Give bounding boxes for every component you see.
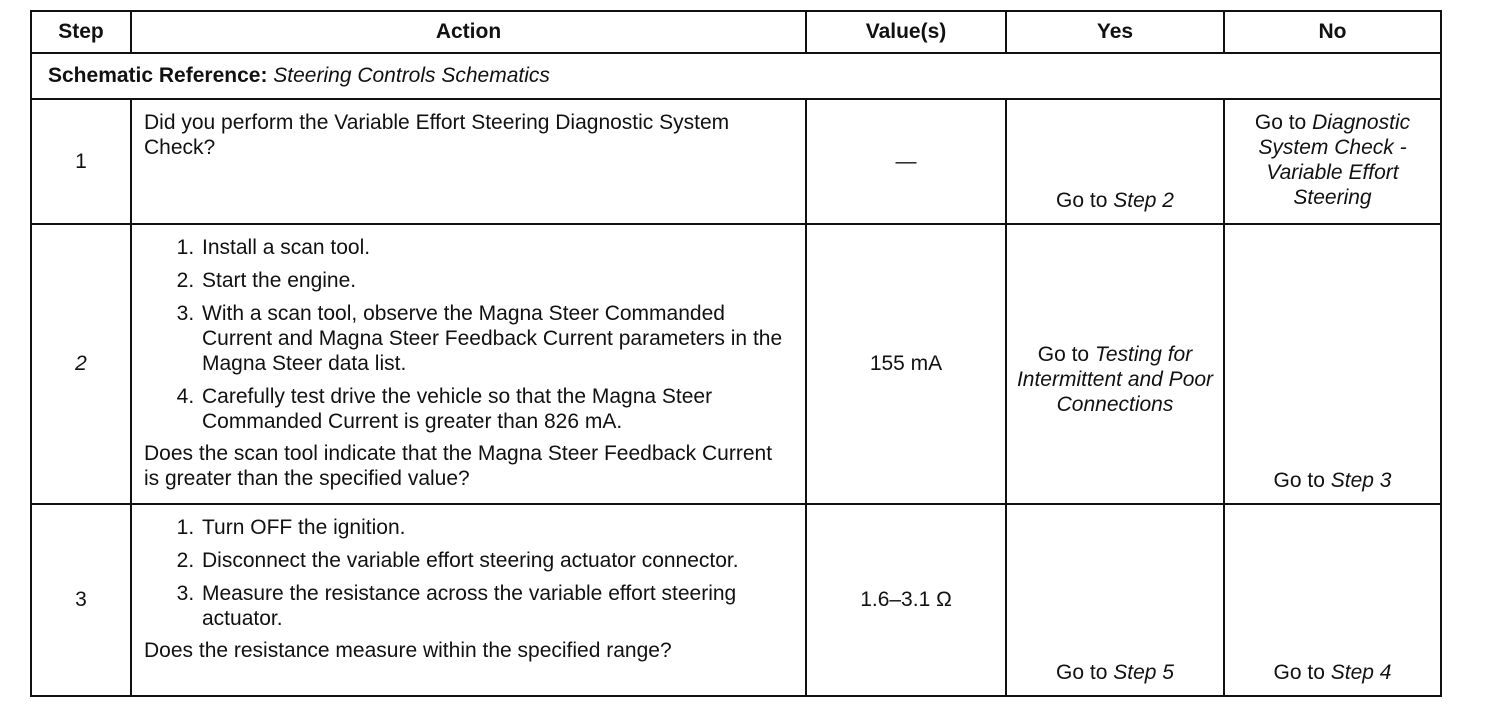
- step-cell: [31, 224, 131, 504]
- procedure-step: 1. Install a scan tool.: [200, 235, 791, 260]
- schematic-reference-label: Schematic Reference:: [48, 64, 268, 87]
- step-cell: [31, 504, 131, 696]
- procedure-step: 3. Measure the resistance across the variable effort steering actuator.: [200, 581, 791, 631]
- step-number: 3: [75, 588, 87, 611]
- yes-cell: [1006, 504, 1224, 696]
- yes-cell: [1006, 99, 1224, 224]
- yes-prefix: Go to: [1056, 189, 1114, 212]
- table-row: [31, 224, 1441, 504]
- step-number: 2: [75, 352, 87, 375]
- yes-cell: [1006, 224, 1224, 504]
- header-no: No: [1224, 11, 1441, 53]
- header-row: [31, 11, 1441, 53]
- no-link[interactable]: Step 4: [1330, 661, 1392, 684]
- procedure-step: 2. Disconnect the variable effort steering actuator connector.: [200, 548, 791, 573]
- procedure-step: 3. With a scan tool, observe the Magna Steer Commanded Current and Magna Steer Feedback Current parameters in the Magna Steer data list.: [200, 301, 791, 376]
- no-cell: [1224, 99, 1441, 224]
- no-cell: [1224, 224, 1441, 504]
- header-yes: Yes: [1006, 11, 1224, 53]
- yes-link[interactable]: Step 2: [1113, 189, 1174, 212]
- question-text: Did you perform the Variable Effort Steering Diagnostic System Check?: [144, 111, 730, 159]
- schematic-reference: [31, 53, 1441, 99]
- yes-link[interactable]: Step 5: [1113, 661, 1174, 684]
- schematic-reference-row: [31, 53, 1441, 99]
- question-text: Does the resistance measure within the specified range?: [144, 639, 672, 662]
- question-text: Does the scan tool indicate that the Magna Steer Feedback Current is greater than the specified value?: [144, 442, 773, 490]
- no-cell: [1224, 504, 1441, 696]
- no-prefix: Go to: [1273, 661, 1331, 684]
- value-cell: 155 mA: [806, 224, 1006, 504]
- procedure-step: 1. Turn OFF the ignition.: [200, 515, 791, 540]
- no-prefix: Go to: [1254, 111, 1313, 134]
- table-row: [31, 99, 1441, 224]
- no-link[interactable]: Step 3: [1330, 469, 1392, 492]
- no-link[interactable]: Diagnostic System Check - Variable Effort Steering: [1258, 111, 1411, 209]
- header-action: Action: [131, 11, 806, 53]
- action-cell: [131, 224, 806, 504]
- step-number: 1: [75, 149, 87, 173]
- value-cell: 1.6–3.1 Ω: [806, 504, 1006, 696]
- procedure-step: 4. Carefully test drive the vehicle so that the Magna Steer Commanded Current is greater than 826 mA.: [200, 384, 791, 434]
- step-cell: [31, 99, 131, 224]
- procedure-list: [144, 515, 791, 631]
- header-step: Step: [31, 11, 131, 53]
- schematic-reference-link[interactable]: Steering Controls Schematics: [273, 64, 550, 87]
- procedure-step: 2. Start the engine.: [200, 268, 791, 293]
- action-cell: [131, 504, 806, 696]
- yes-prefix: Go to: [1056, 661, 1114, 684]
- yes-prefix: Go to: [1037, 342, 1095, 366]
- table-row: [31, 504, 1441, 696]
- diagnostic-table: [30, 10, 1442, 697]
- no-prefix: Go to: [1273, 469, 1331, 492]
- header-values: Value(s): [806, 11, 1006, 53]
- yes-link[interactable]: Testing for Intermittent and Poor Connections: [1016, 342, 1214, 416]
- value-cell: —: [806, 99, 1006, 224]
- procedure-list: [144, 235, 791, 434]
- action-cell: [131, 99, 806, 224]
